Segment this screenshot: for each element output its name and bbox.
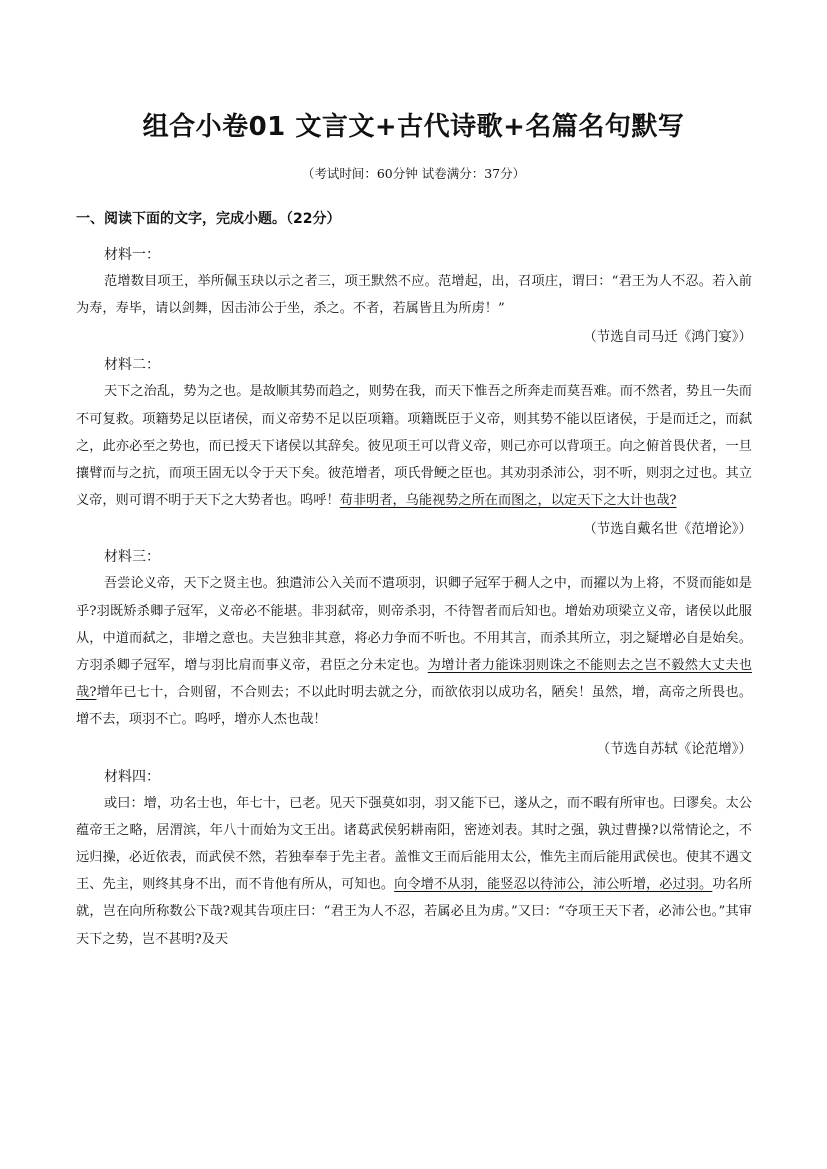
paragraph-text: 增年已七十，合则留，不合则去；不以此时明去就之分，而欲依羽以成功名，陋矣！虽然，增，高帝之所畏也。增不去，项羽不亡。呜呼，增亦人杰也哉！ bbox=[76, 685, 752, 728]
paragraph-text: 或曰：增，功名士也，年七十，已老。见天下强莫如羽，羽又能下已，遂从之，而不暇有所审也。曰谬矣。太公蕴帝王之略，居渭滨，年八十而始为文王出。诸葛武侯躬耕南阳，密迹刘表。其时之强，孰过曹操?以常情论之，不远归操，必近依表，而武侯不然，若独奉奉于先主者。盖惟文王而后能用太公，惟先主而后能用武侯也。使其不遇文王、先主，则终其身不出，而不肯他有所从，可知也。 bbox=[76, 795, 752, 893]
section-heading: 一、阅读下面的文字，完成小题。（22分） bbox=[76, 211, 341, 227]
page-title: 组合小卷01 文言文+古代诗歌+名篇名句默写 bbox=[142, 112, 685, 142]
material-source: （节选自戴名世《范增论》） bbox=[583, 521, 752, 538]
paragraph-text: 天下之治乱，势为之也。是故顺其势而趋之，则势在我，而天下惟吾之所奔走而莫吾难。而不然者，势且一失而不可复救。项籍势足以臣诸侯，而义帝势不足以臣项籍。项籍既臣于义帝，则其势不能以臣诸侯，于是而迁之，而弑之，此亦必至之势也，而已授天下诸侯以其辞矣。彼见项王可以背义帝，则己亦可以背项王。向之俯首畏伏者，一旦攘臂而与之抗，而项王固无以令于天下矣。彼范增者，项氏骨鲠之臣也。其劝羽杀沛公，羽不听，则羽之过也。其立义帝，则可谓不明于天下之大势者也。呜呼！ bbox=[76, 384, 752, 509]
material-label: 材料二： bbox=[104, 357, 160, 374]
reading-material bbox=[76, 242, 752, 953]
material-source: （节选自苏轼《论范增》） bbox=[596, 740, 752, 757]
material-source: （节选自司马迁《鸿门宴》） bbox=[583, 329, 752, 346]
underlined-sentence: 向令增不从羽，能竖忍以待沛公，沛公听增，必过羽。 bbox=[394, 877, 713, 893]
paragraph-text: 功名所就，岂在向所称数公下哉?观其告项庄曰：“君王为人不忍，若属必且为虏。”又曰：“夺项王天下者，必沛公也。”其审天下之势，岂不甚明?及天 bbox=[76, 877, 753, 947]
material-paragraph bbox=[76, 268, 752, 322]
material-label: 材料四： bbox=[104, 768, 160, 785]
paragraph-text: 吾尝论义帝，天下之贤主也。独遣沛公入关而不遣项羽，识卿子冠军于稠人之中，而擢以为上将，不贤而能如是乎?羽既矫杀卿子冠军，义帝必不能堪。非羽弑帝，则帝杀羽，不待智者而后知也。增始劝项梁立义帝，诸侯以此服从，中道而弑之，非增之意也。夫岂独非其意，将必力争而不听也。不用其言，而杀其所立，羽之疑增必自是始矣。方羽杀卿子冠军，增与羽比肩而事义帝，君臣之分未定也。 bbox=[76, 576, 752, 674]
material-paragraph bbox=[76, 378, 752, 514]
material-paragraph bbox=[76, 790, 752, 953]
exam-info: （考试时间：60分钟 试卷满分：37分） bbox=[301, 166, 526, 181]
underlined-sentence: 为增计者力能诛羽则诛之不能则去之岂不毅然大丈夫也哉? bbox=[76, 658, 753, 701]
material-label: 材料一： bbox=[104, 247, 160, 263]
paragraph-text: 范增数目项王，举所佩玉玦以示之者三，项王默然不应。范增起，出，召项庄，谓曰：“君王为人不忍。若入前为寿，寿毕，请以剑舞，因击沛公于坐，杀之。不者，若属皆且为所虏！” bbox=[76, 274, 752, 317]
material-label: 材料三： bbox=[104, 549, 160, 566]
underlined-sentence: 苟非明者，乌能视势之所在而图之，以定天下之大计也哉? bbox=[339, 493, 677, 509]
material-paragraph bbox=[76, 570, 752, 733]
